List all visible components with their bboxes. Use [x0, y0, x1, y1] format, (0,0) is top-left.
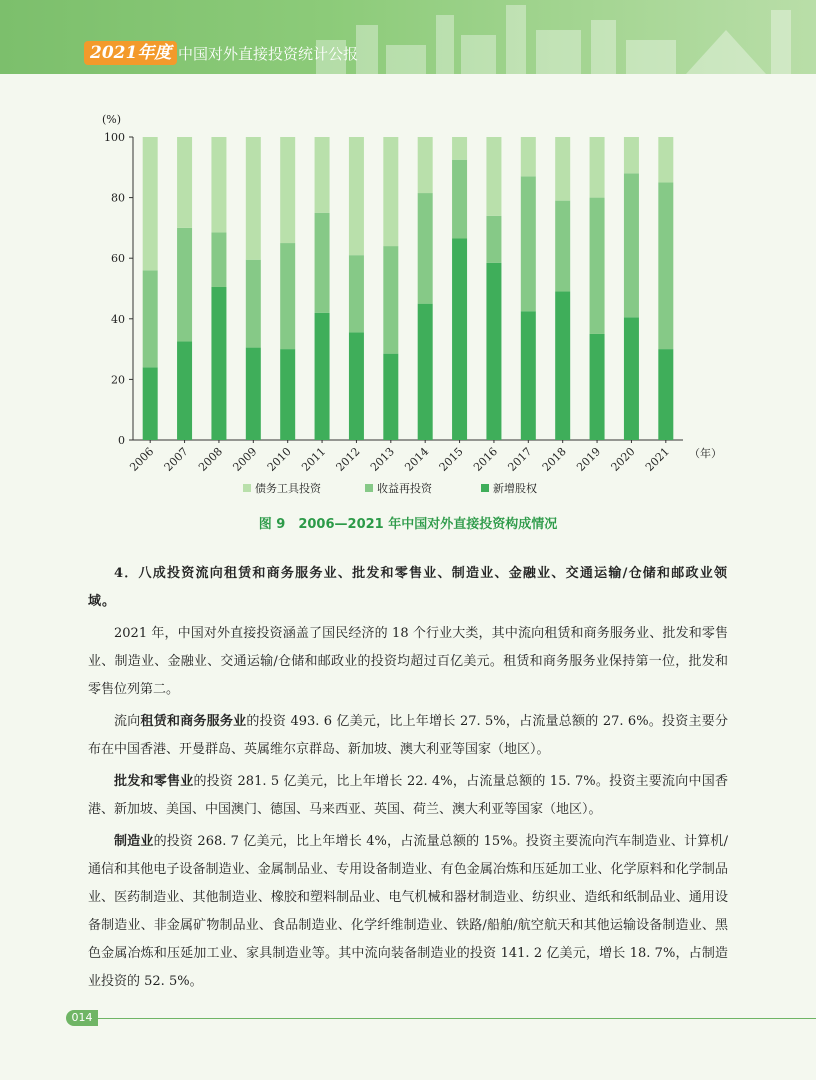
bar-segment [383, 137, 398, 246]
bar-segment [418, 304, 433, 440]
p2-post: 的投资 493. 6 亿美元，比上年增长 27. 5%，占流量总额的 27. 6%。投资主要分布在中国香港、开曼群岛、英属维尔京群岛、新加坡、澳大利亚等国家（地区）。 [88, 714, 728, 757]
bar-segment [246, 260, 261, 348]
bar-segment [452, 239, 467, 440]
x-tick-label: 2006 [127, 444, 157, 474]
year-tag: 2021年度 [84, 41, 177, 65]
y-axis-label: (%) [102, 113, 122, 126]
bar-segment [486, 137, 501, 216]
x-tick-label: 2020 [608, 444, 638, 474]
bar-segment [143, 270, 158, 367]
footer-rule [96, 1018, 816, 1019]
x-tick-label: 2008 [196, 444, 226, 474]
bar-segment [349, 255, 364, 332]
y-tick-label: 60 [111, 252, 125, 266]
y-tick-label: 40 [111, 312, 125, 326]
stacked-bar-chart [0, 0, 816, 510]
paragraph-2 [88, 708, 728, 764]
y-tick-label: 20 [111, 373, 125, 387]
bar-segment [658, 137, 673, 182]
figure-caption: 图 9 2006—2021 年中国对外直接投资构成情况 [258, 517, 558, 532]
bar-segment [555, 201, 570, 292]
p4-bold: 制造业 [114, 834, 154, 849]
bar-segment [315, 137, 330, 213]
bar-segment [658, 349, 673, 440]
bar-segment [590, 137, 605, 198]
x-tick-label: 2019 [574, 444, 604, 474]
legend-swatch [243, 484, 251, 492]
y-tick-label: 100 [104, 131, 125, 144]
legend-swatch [481, 484, 489, 492]
x-tick-label: 2012 [333, 444, 363, 474]
bar-segment [452, 137, 467, 160]
x-tick-label: 2015 [436, 444, 466, 474]
x-tick-label: 2009 [230, 444, 260, 474]
x-tick-label: 2007 [161, 444, 191, 474]
bar-segment [280, 349, 295, 440]
x-axis-label: （年） [689, 447, 722, 460]
bar-segment [624, 137, 639, 173]
p2-pre: 流向 [114, 714, 141, 729]
paragraph-1: 2021 年，中国对外直接投资涵盖了国民经济的 18 个行业大类，其中流向租赁和商务服务业、批发和零售业、制造业、金融业、交通运输/仓储和邮政业的投资均超过百亿美元。租赁和商务服务业保持第一位，批发和零售位列第二。 [88, 626, 728, 697]
bar-segment [624, 317, 639, 440]
bar-segment [177, 137, 192, 228]
x-tick-label: 2011 [299, 444, 329, 474]
paragraph-4 [88, 828, 728, 996]
bar-segment [624, 173, 639, 317]
bar-segment [658, 182, 673, 349]
x-tick-label: 2010 [264, 444, 294, 474]
bar-segment [521, 137, 536, 176]
y-tick-label: 0 [118, 434, 125, 447]
bar-segment [349, 332, 364, 440]
bar-segment [315, 213, 330, 313]
body-text [88, 560, 728, 1000]
bar-segment [177, 228, 192, 342]
y-tick-label: 80 [111, 191, 125, 205]
bar-segment [383, 354, 398, 440]
bar-segment [315, 313, 330, 440]
legend-label: 新增股权 [493, 482, 537, 495]
section-heading: 4．八成投资流向租赁和商务服务业、批发和零售业、制造业、金融业、交通运输/仓储和邮政业领域。 [88, 566, 728, 609]
bar-segment [486, 263, 501, 440]
bar-segment [280, 137, 295, 243]
legend-label: 收益再投资 [377, 482, 432, 495]
x-tick-label: 2016 [471, 444, 501, 474]
bar-segment [521, 176, 536, 311]
bar-segment [418, 137, 433, 193]
bar-segment [211, 287, 226, 440]
p3-bold: 批发和零售业 [114, 774, 194, 789]
bar-segment [143, 367, 158, 440]
paragraph-3 [88, 768, 728, 824]
bar-segment [280, 243, 295, 349]
bar-segment [452, 160, 467, 239]
x-tick-label: 2018 [539, 444, 569, 474]
bar-segment [555, 292, 570, 440]
bar-segment [521, 311, 536, 440]
bar-segment [177, 342, 192, 440]
p2-bold: 租赁和商务服务业 [140, 714, 247, 729]
bar-segment [246, 348, 261, 440]
x-tick-label: 2017 [505, 444, 535, 474]
bar-segment [349, 137, 364, 255]
bar-segment [246, 137, 261, 260]
bar-segment [590, 334, 605, 440]
bar-segment [555, 137, 570, 201]
x-tick-label: 2013 [367, 444, 397, 474]
x-tick-label: 2021 [642, 444, 672, 474]
p3-post: 的投资 281. 5 亿美元，比上年增长 22. 4%，占流量总额的 15. 7%。投资主要流向中国香港、新加坡、美国、中国澳门、德国、马来西亚、英国、荷兰、澳大利亚等国家（地区）。 [88, 774, 728, 817]
bar-segment [383, 246, 398, 354]
bar-segment [590, 198, 605, 334]
p4-post: 的投资 268. 7 亿美元，比上年增长 4%，占流量总额的 15%。投资主要流向汽车制造业、计算机/通信和其他电子设备制造业、金属制品业、专用设备制造业、有色金属冶炼和压延加工业、化学原料和化学制品业、医药制造业、其他制造业、橡胶和塑料制品业、电气机械和器材制造业、纺织业、造纸和纸制品业、通用设备制造业、非金属矿物制品业、食品制造业、化学纤维制造业、铁路/船舶/航空航天和其他运输设备制造业、黑色金属冶炼和压延加工业、家具制造业等。其中流向装备制造业的投资 141. 2 亿美元，增长 18. 7%，占制造业投资的 52. 5%。 [88, 834, 728, 989]
report-title: 中国对外直接投资统计公报 [178, 45, 359, 63]
bar-segment [211, 137, 226, 232]
bar-segment [486, 216, 501, 263]
legend-swatch [365, 484, 373, 492]
bar-segment [143, 137, 158, 270]
bar-segment [418, 193, 433, 304]
page-number: 014 [66, 1010, 98, 1026]
legend-label: 债务工具投资 [255, 482, 321, 495]
x-tick-label: 2014 [402, 444, 432, 474]
bar-segment [211, 232, 226, 287]
